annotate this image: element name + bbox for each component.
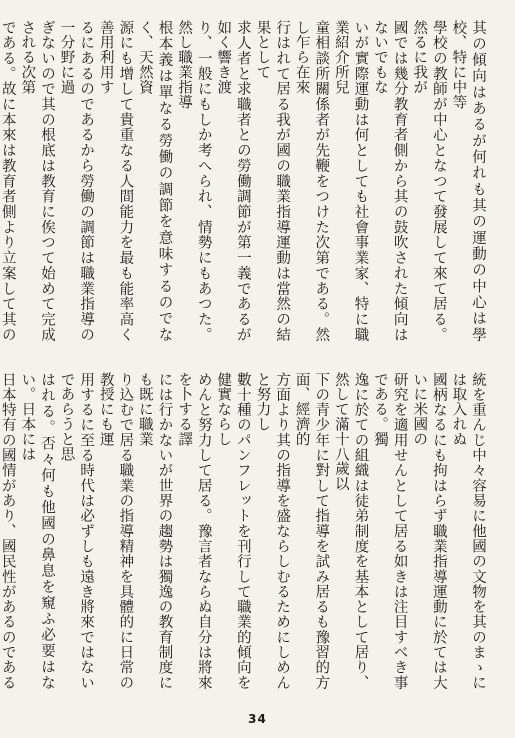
upper-text-line: いが實際運動は何としても社會事業家、特に職業紹介所兒 (332, 20, 369, 342)
lower-text-line: 研究を適用せんとして居る如きは注目すべき事である。獨 (372, 372, 408, 690)
upper-text-line: 其の傾向はあるが何れも其の運動の中心は學校、特に中等 (450, 20, 486, 342)
lower-text-line: めんと努力して居る。豫言者ならぬ自分は將來を卜する譯 (176, 372, 212, 690)
lower-text-line: り込むで居る職業の指導精神を具體的に日常の教授にも運 (97, 372, 134, 690)
lower-text-line: はれる。否々何も他國の鼻息を窺ふ必要はない。日本には (19, 372, 55, 690)
upper-text-line: である。故に本來は教育者側より立案して其の (0, 20, 16, 342)
upper-text-line: 童相談所關係者が先鞭をつけた次第である。然し乍ら在來 (293, 20, 330, 342)
lower-text-line: 數十種のパンフレットを刊行して職業的傾向を健實ならし (215, 372, 251, 690)
lower-text-line: 統を重んじ中々容易に他國の文物を其のまゝには取入れぬ (450, 372, 486, 690)
lower-text-block (0, 372, 487, 690)
lower-text-line: には行かないが世界の趨勢は獨逸の教育制度にも既に職業 (136, 372, 173, 690)
lower-text-line: 日本特有の國情があり、國民性があるのである (0, 372, 16, 690)
upper-text-line: 求人者と求職者との勞働調節が第一義であるが如く響き渡 (215, 20, 251, 342)
lower-text-line: 下の青少年に對して指導を試み居るも豫習的方面、經濟的 (293, 372, 330, 690)
lower-text-line: 用するに至る時代は必ずしも遠き將來ではないであらうと思 (58, 372, 95, 690)
lower-text-line: 逸に於ての組織は徒弟制度を基本として居り、然して滿十八歲以 (332, 372, 369, 690)
upper-text-block (0, 20, 487, 342)
upper-text-line: 學校の教師が中心となつて發展して來て居る。然るに我が (411, 20, 447, 342)
upper-text-line: るにあるのであるから勞働の調節は職業指導の一分野に過 (58, 20, 95, 342)
lower-text-line: 國柄なるにも拘はらず職業指導運動に於ては大いに米國の (411, 372, 447, 690)
upper-text-line: 源にも增して貴重なる人間能力を最も能率高く善用利用す (97, 20, 134, 342)
upper-text-line: り、一般にもしか考へられ、情勢にもあつた。然し職業指導 (176, 20, 212, 342)
upper-text-line: 根本義は單なる勞働の調節を意味するのでなく、天然資 (136, 20, 173, 342)
upper-text-line: 國では幾分教育者側から其の鼓吹された傾向はないでもな (372, 20, 408, 342)
lower-text-line: 方面より其の指導を盛ならしむるためにしめんと努力し (254, 372, 291, 690)
page-number: 34 (248, 712, 267, 726)
upper-text-line: ぎないので其の根底は教育に俟つて始めて完成される次第 (19, 20, 55, 342)
upper-text-line: 行はれて居る我が國の職業指導運動は當然の結果として (254, 20, 291, 342)
